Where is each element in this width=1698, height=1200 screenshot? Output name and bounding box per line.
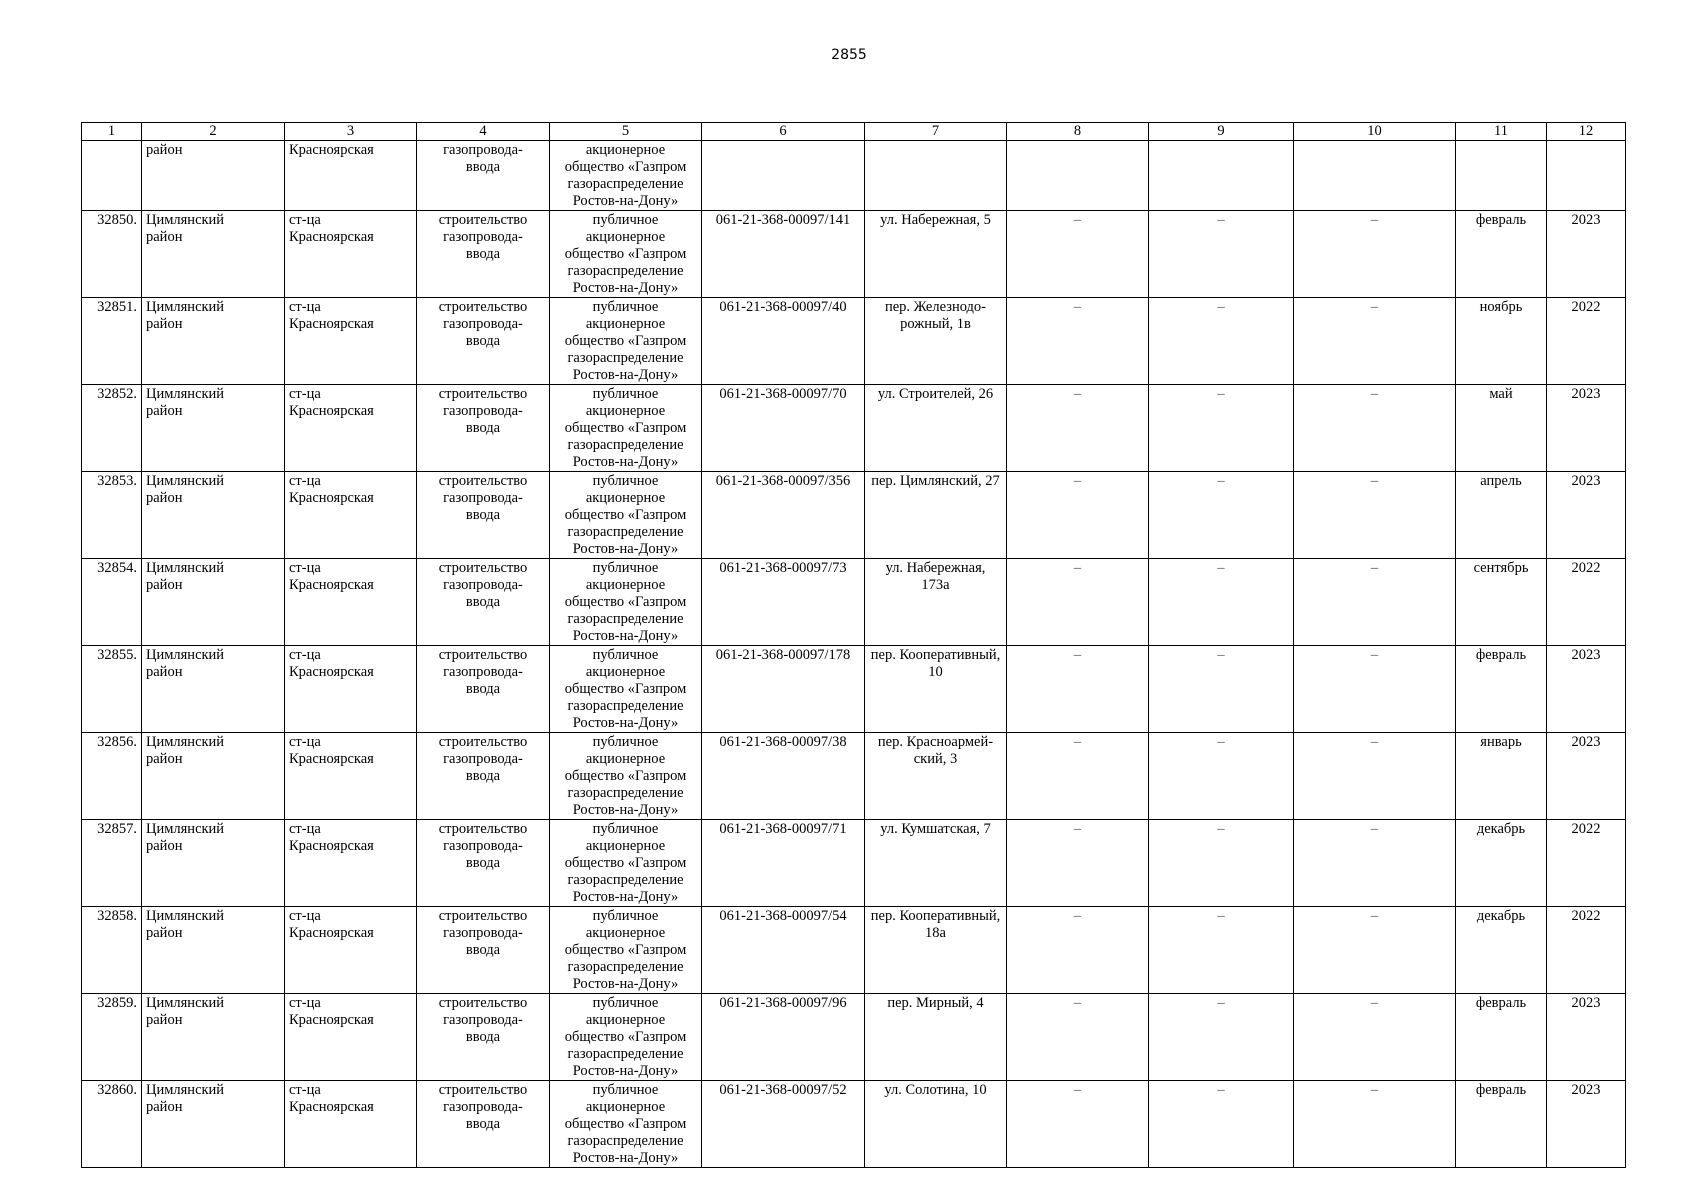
year-cell: 2023 bbox=[1547, 733, 1626, 820]
column-8-cell: – bbox=[1007, 820, 1149, 907]
row-number-cell: 32859. bbox=[82, 994, 142, 1081]
work-type-cell: строительство газопровода- ввода bbox=[417, 994, 550, 1081]
row-number-cell: 32857. bbox=[82, 820, 142, 907]
year-cell: 2023 bbox=[1547, 646, 1626, 733]
month-cell: май bbox=[1456, 385, 1547, 472]
column-8-cell: – bbox=[1007, 733, 1149, 820]
column-number: 1 bbox=[82, 123, 142, 141]
settlement-cell: ст-ца Красноярская bbox=[285, 1081, 417, 1168]
year-cell: 2022 bbox=[1547, 907, 1626, 994]
column-10-cell: – bbox=[1294, 907, 1456, 994]
table-row bbox=[82, 820, 1626, 907]
code-cell: 061-21-368-00097/73 bbox=[702, 559, 865, 646]
column-number: 9 bbox=[1149, 123, 1294, 141]
table-row bbox=[82, 907, 1626, 994]
column-8-cell: – bbox=[1007, 472, 1149, 559]
column-10-cell: – bbox=[1294, 646, 1456, 733]
settlement-cell: ст-ца Красноярская bbox=[285, 820, 417, 907]
year-cell: 2023 bbox=[1547, 1081, 1626, 1168]
column-8-cell: – bbox=[1007, 559, 1149, 646]
table-row bbox=[82, 472, 1626, 559]
district-cell: Цимлянский район bbox=[142, 646, 285, 733]
column-9-cell: – bbox=[1149, 646, 1294, 733]
owner-cell: акционерное общество «Газпром газораспределение Ростов-на-Дону» bbox=[550, 141, 702, 211]
month-cell: декабрь bbox=[1456, 907, 1547, 994]
district-cell: Цимлянский район bbox=[142, 385, 285, 472]
code-cell: 061-21-368-00097/178 bbox=[702, 646, 865, 733]
continuation-row bbox=[82, 141, 1626, 211]
district-cell: район bbox=[142, 141, 285, 211]
page-number: 2855 bbox=[831, 47, 867, 63]
year-cell: 2023 bbox=[1547, 211, 1626, 298]
address-cell: ул. Набережная, 5 bbox=[865, 211, 1007, 298]
settlement-cell: ст-ца Красноярская bbox=[285, 385, 417, 472]
row-number-cell: 32851. bbox=[82, 298, 142, 385]
column-10-cell: – bbox=[1294, 820, 1456, 907]
column-8-cell: – bbox=[1007, 298, 1149, 385]
column-number: 6 bbox=[702, 123, 865, 141]
settlement-cell: ст-ца Красноярская bbox=[285, 472, 417, 559]
code-cell: 061-21-368-00097/38 bbox=[702, 733, 865, 820]
district-cell: Цимлянский район bbox=[142, 1081, 285, 1168]
owner-cell: публичное акционерное общество «Газпром газораспределение Ростов-на-Дону» bbox=[550, 298, 702, 385]
month-cell: февраль bbox=[1456, 646, 1547, 733]
settlement-cell: ст-ца Красноярская bbox=[285, 907, 417, 994]
row-number-cell bbox=[82, 141, 142, 211]
column-10-cell: – bbox=[1294, 559, 1456, 646]
work-type-cell: строительство газопровода- ввода bbox=[417, 559, 550, 646]
month-cell: ноябрь bbox=[1456, 298, 1547, 385]
month-cell: апрель bbox=[1456, 472, 1547, 559]
address-cell: пер. Красноармей- ский, 3 bbox=[865, 733, 1007, 820]
column-9-cell: – bbox=[1149, 559, 1294, 646]
month-cell bbox=[1456, 141, 1547, 211]
district-cell: Цимлянский район bbox=[142, 211, 285, 298]
column-8-cell: – bbox=[1007, 646, 1149, 733]
code-cell bbox=[702, 141, 865, 211]
district-cell: Цимлянский район bbox=[142, 820, 285, 907]
column-10-cell: – bbox=[1294, 733, 1456, 820]
column-9-cell: – bbox=[1149, 994, 1294, 1081]
settlement-cell: ст-ца Красноярская bbox=[285, 994, 417, 1081]
month-cell: февраль bbox=[1456, 994, 1547, 1081]
table-row bbox=[82, 994, 1626, 1081]
address-cell: пер. Железнодо- рожный, 1в bbox=[865, 298, 1007, 385]
column-9-cell: – bbox=[1149, 211, 1294, 298]
column-9-cell: – bbox=[1149, 472, 1294, 559]
settlement-cell: ст-ца Красноярская bbox=[285, 646, 417, 733]
column-9-cell: – bbox=[1149, 385, 1294, 472]
table-row bbox=[82, 646, 1626, 733]
address-cell: пер. Кооперативный, 18а bbox=[865, 907, 1007, 994]
owner-cell: публичное акционерное общество «Газпром газораспределение Ростов-на-Дону» bbox=[550, 211, 702, 298]
code-cell: 061-21-368-00097/40 bbox=[702, 298, 865, 385]
column-number: 2 bbox=[142, 123, 285, 141]
work-type-cell: строительство газопровода- ввода bbox=[417, 1081, 550, 1168]
owner-cell: публичное акционерное общество «Газпром газораспределение Ростов-на-Дону» bbox=[550, 733, 702, 820]
address-cell: ул. Кумшатская, 7 bbox=[865, 820, 1007, 907]
column-9-cell: – bbox=[1149, 733, 1294, 820]
year-cell: 2022 bbox=[1547, 820, 1626, 907]
row-number-cell: 32853. bbox=[82, 472, 142, 559]
district-cell: Цимлянский район bbox=[142, 907, 285, 994]
address-cell: ул. Набережная, 173а bbox=[865, 559, 1007, 646]
column-8-cell: – bbox=[1007, 385, 1149, 472]
year-cell: 2023 bbox=[1547, 472, 1626, 559]
district-cell: Цимлянский район bbox=[142, 472, 285, 559]
column-number: 12 bbox=[1547, 123, 1626, 141]
owner-cell: публичное акционерное общество «Газпром газораспределение Ростов-на-Дону» bbox=[550, 1081, 702, 1168]
owner-cell: публичное акционерное общество «Газпром газораспределение Ростов-на-Дону» bbox=[550, 820, 702, 907]
owner-cell: публичное акционерное общество «Газпром газораспределение Ростов-на-Дону» bbox=[550, 472, 702, 559]
work-type-cell: строительство газопровода- ввода bbox=[417, 385, 550, 472]
address-cell: пер. Мирный, 4 bbox=[865, 994, 1007, 1081]
work-type-cell: строительство газопровода- ввода bbox=[417, 646, 550, 733]
work-type-cell: строительство газопровода- ввода bbox=[417, 733, 550, 820]
column-9-cell: – bbox=[1149, 907, 1294, 994]
table-row bbox=[82, 733, 1626, 820]
month-cell: сентябрь bbox=[1456, 559, 1547, 646]
address-cell: ул. Строителей, 26 bbox=[865, 385, 1007, 472]
column-10-cell: – bbox=[1294, 298, 1456, 385]
code-cell: 061-21-368-00097/141 bbox=[702, 211, 865, 298]
table-row bbox=[82, 211, 1626, 298]
settlement-cell: ст-ца Красноярская bbox=[285, 733, 417, 820]
column-8-cell: – bbox=[1007, 1081, 1149, 1168]
address-cell: ул. Солотина, 10 bbox=[865, 1081, 1007, 1168]
column-9-cell: – bbox=[1149, 298, 1294, 385]
column-number: 8 bbox=[1007, 123, 1149, 141]
address-cell bbox=[865, 141, 1007, 211]
row-number-cell: 32850. bbox=[82, 211, 142, 298]
code-cell: 061-21-368-00097/52 bbox=[702, 1081, 865, 1168]
code-cell: 061-21-368-00097/96 bbox=[702, 994, 865, 1081]
table-row bbox=[82, 559, 1626, 646]
column-10-cell: – bbox=[1294, 211, 1456, 298]
district-cell: Цимлянский район bbox=[142, 994, 285, 1081]
settlement-cell: ст-ца Красноярская bbox=[285, 298, 417, 385]
address-cell: пер. Кооперативный, 10 bbox=[865, 646, 1007, 733]
column-10-cell bbox=[1294, 141, 1456, 211]
work-type-cell: строительство газопровода- ввода bbox=[417, 211, 550, 298]
month-cell: декабрь bbox=[1456, 820, 1547, 907]
column-8-cell: – bbox=[1007, 994, 1149, 1081]
table-row bbox=[82, 298, 1626, 385]
settlement-cell: Красноярская bbox=[285, 141, 417, 211]
column-8-cell bbox=[1007, 141, 1149, 211]
column-number: 5 bbox=[550, 123, 702, 141]
column-10-cell: – bbox=[1294, 385, 1456, 472]
year-cell: 2022 bbox=[1547, 298, 1626, 385]
code-cell: 061-21-368-00097/356 bbox=[702, 472, 865, 559]
year-cell bbox=[1547, 141, 1626, 211]
column-number: 4 bbox=[417, 123, 550, 141]
work-type-cell: строительство газопровода- ввода bbox=[417, 907, 550, 994]
row-number-cell: 32855. bbox=[82, 646, 142, 733]
district-cell: Цимлянский район bbox=[142, 298, 285, 385]
table-row bbox=[82, 385, 1626, 472]
settlement-cell: ст-ца Красноярская bbox=[285, 559, 417, 646]
month-cell: февраль bbox=[1456, 1081, 1547, 1168]
row-number-cell: 32852. bbox=[82, 385, 142, 472]
column-8-cell: – bbox=[1007, 211, 1149, 298]
column-number: 11 bbox=[1456, 123, 1547, 141]
owner-cell: публичное акционерное общество «Газпром газораспределение Ростов-на-Дону» bbox=[550, 994, 702, 1081]
column-number: 10 bbox=[1294, 123, 1456, 141]
row-number-cell: 32856. bbox=[82, 733, 142, 820]
year-cell: 2023 bbox=[1547, 385, 1626, 472]
row-number-cell: 32858. bbox=[82, 907, 142, 994]
year-cell: 2022 bbox=[1547, 559, 1626, 646]
work-type-cell: строительство газопровода- ввода bbox=[417, 298, 550, 385]
column-9-cell: – bbox=[1149, 1081, 1294, 1168]
work-type-cell: строительство газопровода- ввода bbox=[417, 820, 550, 907]
work-type-cell: газопровода- ввода bbox=[417, 141, 550, 211]
column-10-cell: – bbox=[1294, 994, 1456, 1081]
column-10-cell: – bbox=[1294, 472, 1456, 559]
code-cell: 061-21-368-00097/71 bbox=[702, 820, 865, 907]
owner-cell: публичное акционерное общество «Газпром газораспределение Ростов-на-Дону» bbox=[550, 385, 702, 472]
row-number-cell: 32860. bbox=[82, 1081, 142, 1168]
table-row bbox=[82, 1081, 1626, 1168]
column-9-cell bbox=[1149, 141, 1294, 211]
column-8-cell: – bbox=[1007, 907, 1149, 994]
code-cell: 061-21-368-00097/70 bbox=[702, 385, 865, 472]
month-cell: январь bbox=[1456, 733, 1547, 820]
column-9-cell: – bbox=[1149, 820, 1294, 907]
registry-table bbox=[81, 122, 1626, 1168]
row-number-cell: 32854. bbox=[82, 559, 142, 646]
month-cell: февраль bbox=[1456, 211, 1547, 298]
owner-cell: публичное акционерное общество «Газпром газораспределение Ростов-на-Дону» bbox=[550, 559, 702, 646]
year-cell: 2023 bbox=[1547, 994, 1626, 1081]
column-number-row bbox=[82, 123, 1626, 141]
district-cell: Цимлянский район bbox=[142, 733, 285, 820]
column-number: 7 bbox=[865, 123, 1007, 141]
district-cell: Цимлянский район bbox=[142, 559, 285, 646]
owner-cell: публичное акционерное общество «Газпром газораспределение Ростов-на-Дону» bbox=[550, 907, 702, 994]
code-cell: 061-21-368-00097/54 bbox=[702, 907, 865, 994]
settlement-cell: ст-ца Красноярская bbox=[285, 211, 417, 298]
column-number: 3 bbox=[285, 123, 417, 141]
address-cell: пер. Цимлянский, 27 bbox=[865, 472, 1007, 559]
owner-cell: публичное акционерное общество «Газпром газораспределение Ростов-на-Дону» bbox=[550, 646, 702, 733]
work-type-cell: строительство газопровода- ввода bbox=[417, 472, 550, 559]
column-10-cell: – bbox=[1294, 1081, 1456, 1168]
